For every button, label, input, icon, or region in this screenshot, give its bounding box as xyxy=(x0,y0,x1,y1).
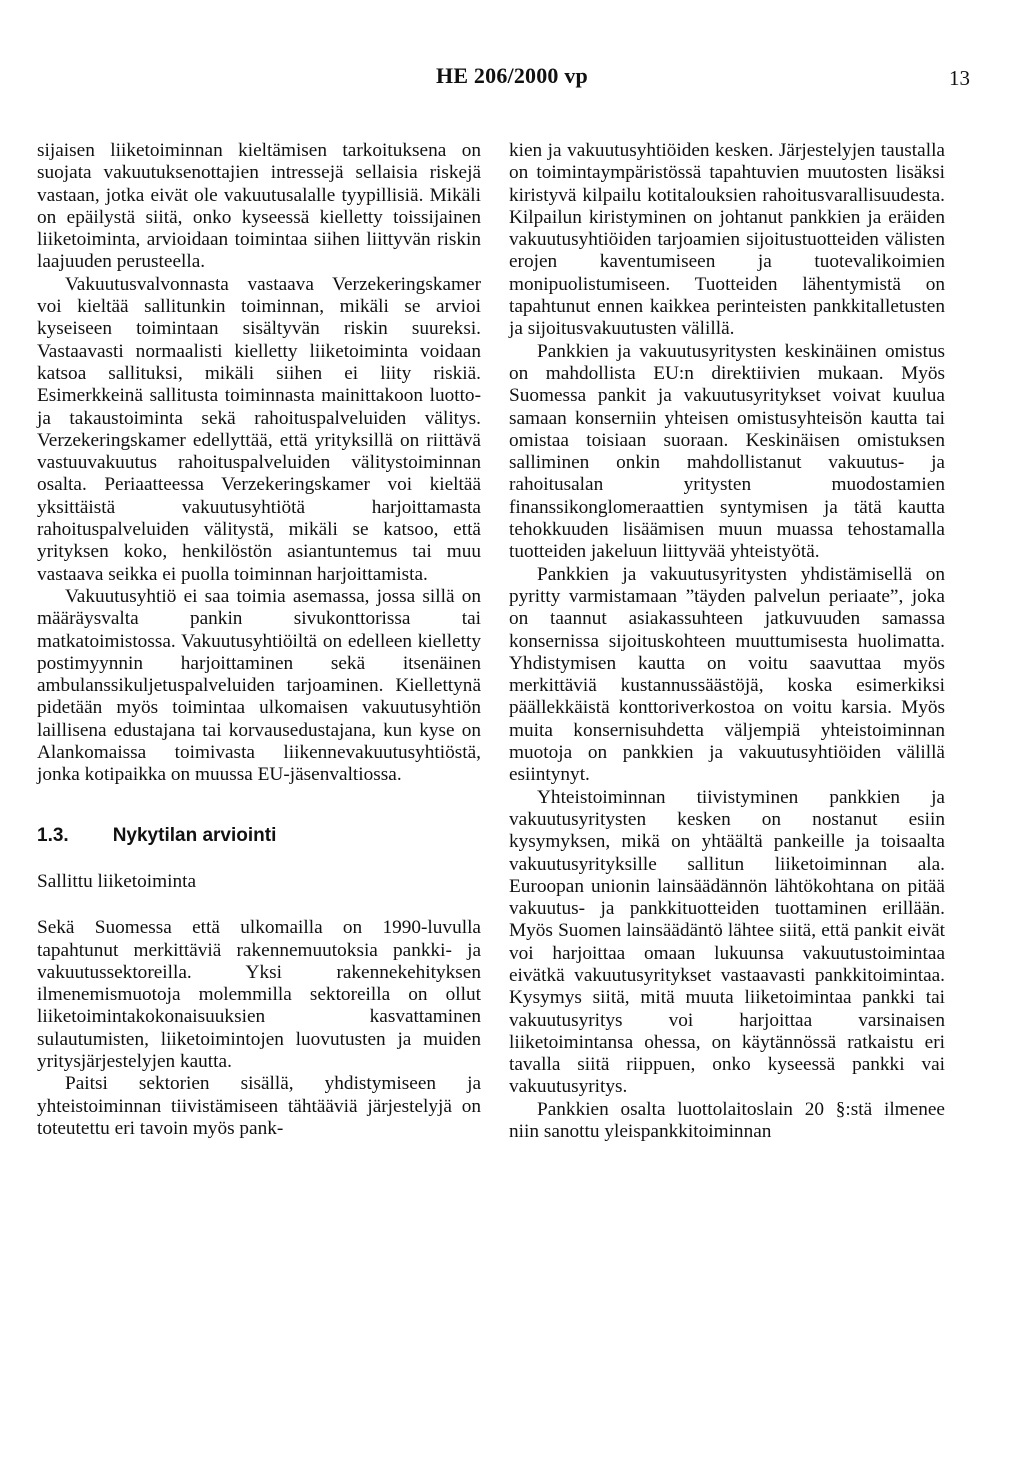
left-column xyxy=(37,140,481,1140)
section-heading xyxy=(37,825,481,847)
paragraph: kien ja vakuutusyhtiöiden kesken. Järjestelyjen taustalla on toimintaympäristössä tapahtuvien muutosten lisäksi kiristyvä kilpailu kotitalouksien rahoitusvarallisuudesta. Kilpailun kiristyminen on johtanut pankkien ja eräiden vakuutusyhtiöiden tarjoamien sijoitustuotteiden välisten erojen kaventumiseen ja tuotevalikoimien monipuolistumiseen. Tuotteiden lähentymistä on tapahtunut ennen kaikkea perinteisten pankkitalletusten ja sijoitusvakuutusten välillä. xyxy=(509,140,945,340)
page-number: 13 xyxy=(949,66,970,90)
subheading: Sallittu liiketoiminta xyxy=(37,870,197,892)
paragraph: sijaisen liiketoiminnan kieltämisen tarkoituksena on suojata vakuutuksenottajien intressejä sellaisia riskejä vastaan, jotka eivät ole vakuutusalalle tyypillisiä. Mikäli on epäilystä siitä, onko kyseessä kielletty toissijainen liiketoiminta, arvioidaan toimintaa siihen liittyvän riskin laajuuden perusteella. xyxy=(37,140,481,273)
document-header-title: HE 206/2000 vp xyxy=(436,63,588,88)
paragraph: Pankkien osalta luottolaitoslain 20 §:stä ilmenee niin sanottu yleispankkitoiminnan xyxy=(509,1098,945,1143)
paragraph: Pankkien ja vakuutusyritysten yhdistämisellä on pyritty varmistamaan ”täyden palvelun periaate”, joka on taannut asiakassuhteen jatkuvuuden samassa konsernissa sijoituskohteen muuttumisesta huolimatta. Yhdistymisen kautta on voitu saavuttaa myös merkittäviä kustannussäästöjä, koska esimerkiksi päällekkäistä konttoriverkostoa on voitu karsia. Myös muita konsernisuhdetta väljempiä yhteistoiminnan muotoja on pankkien ja vakuutusyhtiöiden välillä esiintynyt. xyxy=(509,563,945,786)
paragraph: Yhteistoiminnan tiivistyminen pankkien ja vakuutusyritysten kesken on nostanut esiin kysymyksen, mikä on yhtäältä pankeille ja toisaalta vakuutusyrityksille sallitun liiketoiminnan ala. Euroopan unionin lainsäädännön lähtökohtana on pitää vakuutus- ja pankkituotteiden tuottaminen erillään. Myös Suomen lainsäädäntö lähtee siitä, että pankit eivät voi harjoittaa omaan lukuunsa vakuutustoimintaa eivätkä vakuutusyritykset vastaavasti pankkitoimintaa. Kysymys siitä, mitä muuta liiketoimintaa pankki tai vakuutusyritys voi harjoittaa varsinaisen liiketoimintansa ohessa, on käytännössä ratkaistu eri tavalla siitä riippuen, onko kyseessä pankki vai vakuutusyritys. xyxy=(509,786,945,1098)
section-title: Nykytilan arviointi xyxy=(112,824,277,846)
right-column xyxy=(509,140,945,1143)
paragraph: Pankkien ja vakuutusyritysten keskinäinen omistus on mahdollista EU:n direktiivien mukaan. Myös Suomessa pankit ja vakuutusyritykset voivat kuulua samaan konserniin yhteisen omistusyhteisön kautta tai omistaa toisiaan suoraan. Keskinäisen omistuksen salliminen onkin mahdollistanut vakuutus- ja rahoitusalan yritysten muodostamien finanssikonglomeraattien syntymisen ja tätä kautta tehokkuuden lisäämisen muun muassa tehostamalla tuotteiden jakeluun liittyvää yhteistyötä. xyxy=(509,340,945,563)
section-number: 1.3. xyxy=(37,824,69,846)
paragraph: Sekä Suomessa että ulkomailla on 1990-luvulla tapahtunut merkittäviä rakennemuutoksia pankki- ja vakuutussektoreilla. Yksi rakennekehityksen ilmenemismuotoja molemmilla sektoreilla on ollut liiketoimintakokonaisuuksien kasvattaminen sulautumisten, liiketoimintojen luovutusten ja muiden yritysjärjestelyjen kautta. xyxy=(37,917,481,1072)
paragraph: Paitsi sektorien sisällä, yhdistymiseen ja yhteistoiminnan tiivistämiseen tähtääviä järjestelyjä on toteutettu eri tavoin myös pank- xyxy=(37,1073,481,1139)
paragraph: Vakuutusyhtiö ei saa toimia asemassa, jossa sillä on määräysvalta pankin sivukonttorissa tai matkatoimistossa. Vakuutusyhtiöiltä on edelleen kielletty postimyynnin harjoittaminen sekä itsenäinen ambulanssikuljetuspalveluiden tarjoaminen. Kiellettynä pidetään myös toimintaa ulkomaisen vakuutusyhtiön laillisena edustajana tai korvausedustajana, kun kyse on Alankomaissa toimivasta liikennevakuutusyhtiöstä, jonka kotipaikka on muussa EU-jäsenvaltiossa. xyxy=(37,585,481,786)
paragraph: Vakuutusvalvonnasta vastaava Verzekeringskamer voi kieltää sallitunkin toiminnan, mikäli se arvioi kyseiseen toimintaan sisältyvän riskin suureksi. Vastaavasti normaalisti kielletty liiketoiminta voidaan katsoa sallituksi, mikäli siihen ei liity riskiä. Esimerkkeinä sallitusta toiminnasta mainittakoon luotto- ja takaustoiminta sekä rahoituspalveluiden välitys. Verzekeringskamer edellyttää, että yrityksillä on riittävä vastuuvakuutus rahoituspalveluiden välitystoiminnan osalta. Periaatteessa Verzekeringskamer voi kieltää yksittäistä vakuutusyhtiötä harjoittamasta rahoituspalveluiden välitystä, mikäli se katsoo, että yrityksen koko, henkilöstön asiantuntemus tai muu vastaava seikka ei puolla toiminnan harjoittamista. xyxy=(37,273,481,585)
